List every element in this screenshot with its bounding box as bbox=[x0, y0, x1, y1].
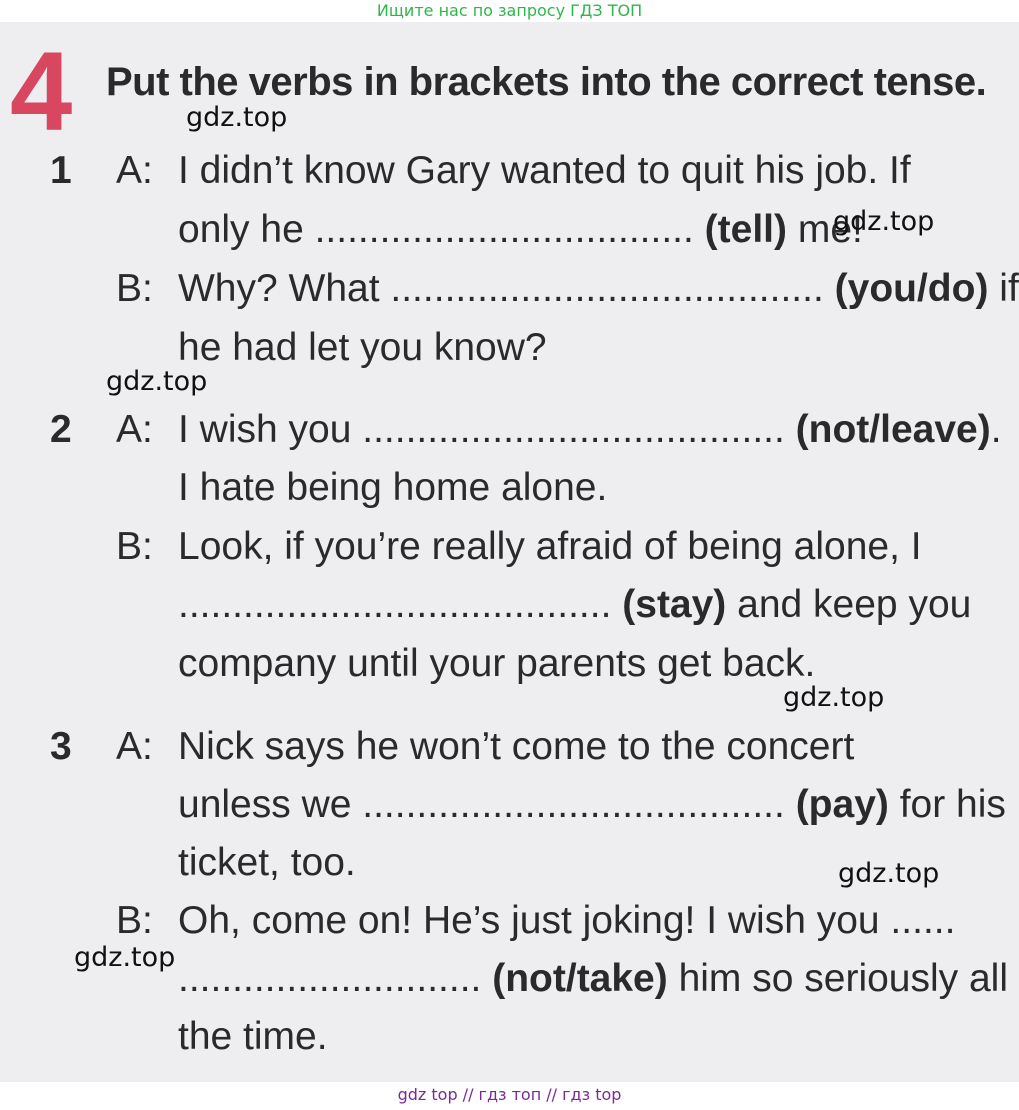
dialogue-line bbox=[178, 722, 854, 772]
search-hint-banner: Ищите нас по запросу ГДЗ ТОП bbox=[376, 1, 643, 20]
line-text: and keep you bbox=[726, 583, 972, 626]
exercise-instruction: Put the verbs in brackets into the correct tense. bbox=[106, 60, 987, 104]
dialogue-line bbox=[178, 639, 815, 689]
line-text: ............................ bbox=[178, 957, 493, 1000]
verb-prompt: (not/leave) bbox=[795, 408, 991, 451]
speaker-label: A: bbox=[116, 149, 153, 192]
line-text: him so seriously all bbox=[667, 957, 1009, 1000]
dialogue-line bbox=[178, 1012, 328, 1062]
textbook-page bbox=[0, 22, 1019, 1082]
verb-prompt: (stay) bbox=[622, 583, 727, 626]
verb-prompt: (you/do) bbox=[834, 267, 989, 310]
line-text: Look, if you’re really afraid of being alone, I bbox=[178, 525, 922, 568]
watermark: gdz.top bbox=[838, 858, 940, 889]
line-text: me! bbox=[787, 208, 863, 251]
watermark: gdz.top bbox=[833, 206, 935, 237]
item-number: 3 bbox=[50, 725, 72, 768]
line-text: for his bbox=[888, 783, 1006, 826]
watermark: gdz.top bbox=[74, 942, 176, 973]
line-text: the time. bbox=[178, 1015, 328, 1058]
dialogue-line bbox=[178, 323, 547, 373]
dialogue-line bbox=[178, 838, 356, 888]
speaker-label: A: bbox=[116, 408, 153, 451]
line-text: . bbox=[990, 408, 1002, 451]
dialogue-line bbox=[178, 896, 955, 946]
item-number: 2 bbox=[50, 408, 72, 451]
footer-links: gdz top // гдз топ // гдз top bbox=[397, 1085, 622, 1104]
line-text: Oh, come on! He’s just joking! I wish you ...... bbox=[178, 899, 956, 942]
verb-prompt: (tell) bbox=[704, 208, 787, 251]
watermark: gdz.top bbox=[783, 682, 885, 713]
dialogue-line bbox=[178, 954, 1008, 1004]
verb-prompt: (pay) bbox=[795, 783, 889, 826]
line-text: Nick says he won’t come to the concert bbox=[178, 725, 855, 768]
watermark: gdz.top bbox=[186, 102, 288, 133]
exercise-number: 4 bbox=[10, 29, 73, 154]
watermark: gdz.top bbox=[106, 366, 208, 397]
dialogue-line bbox=[178, 780, 1006, 830]
dialogue-line bbox=[178, 146, 911, 196]
line-text: company until your parents get back. bbox=[178, 642, 816, 685]
dialogue-line bbox=[178, 580, 971, 630]
verb-prompt: (not/take) bbox=[492, 957, 668, 1000]
item-number: 1 bbox=[50, 149, 72, 192]
line-text: he had let you know? bbox=[178, 326, 547, 369]
line-text: ........................................ bbox=[178, 583, 623, 626]
line-text: unless we ....................................... bbox=[178, 783, 796, 826]
dialogue-line bbox=[178, 405, 1002, 455]
dialogue-line bbox=[178, 205, 863, 255]
line-text: I hate being home alone. bbox=[178, 466, 608, 509]
line-text: ticket, too. bbox=[178, 841, 356, 884]
speaker-label: A: bbox=[116, 725, 153, 768]
line-text: Why? What ........................................ bbox=[178, 267, 835, 310]
dialogue-line bbox=[178, 522, 922, 572]
dialogue-line bbox=[178, 264, 1019, 314]
speaker-label: B: bbox=[116, 525, 153, 568]
line-text: I didn’t know Gary wanted to quit his job. If bbox=[178, 149, 911, 192]
line-text: I wish you ....................................... bbox=[178, 408, 796, 451]
line-text: if bbox=[988, 267, 1019, 310]
speaker-label: B: bbox=[116, 267, 153, 310]
speaker-label: B: bbox=[116, 899, 153, 942]
line-text: only he ................................... bbox=[178, 208, 705, 251]
dialogue-line bbox=[178, 463, 607, 513]
